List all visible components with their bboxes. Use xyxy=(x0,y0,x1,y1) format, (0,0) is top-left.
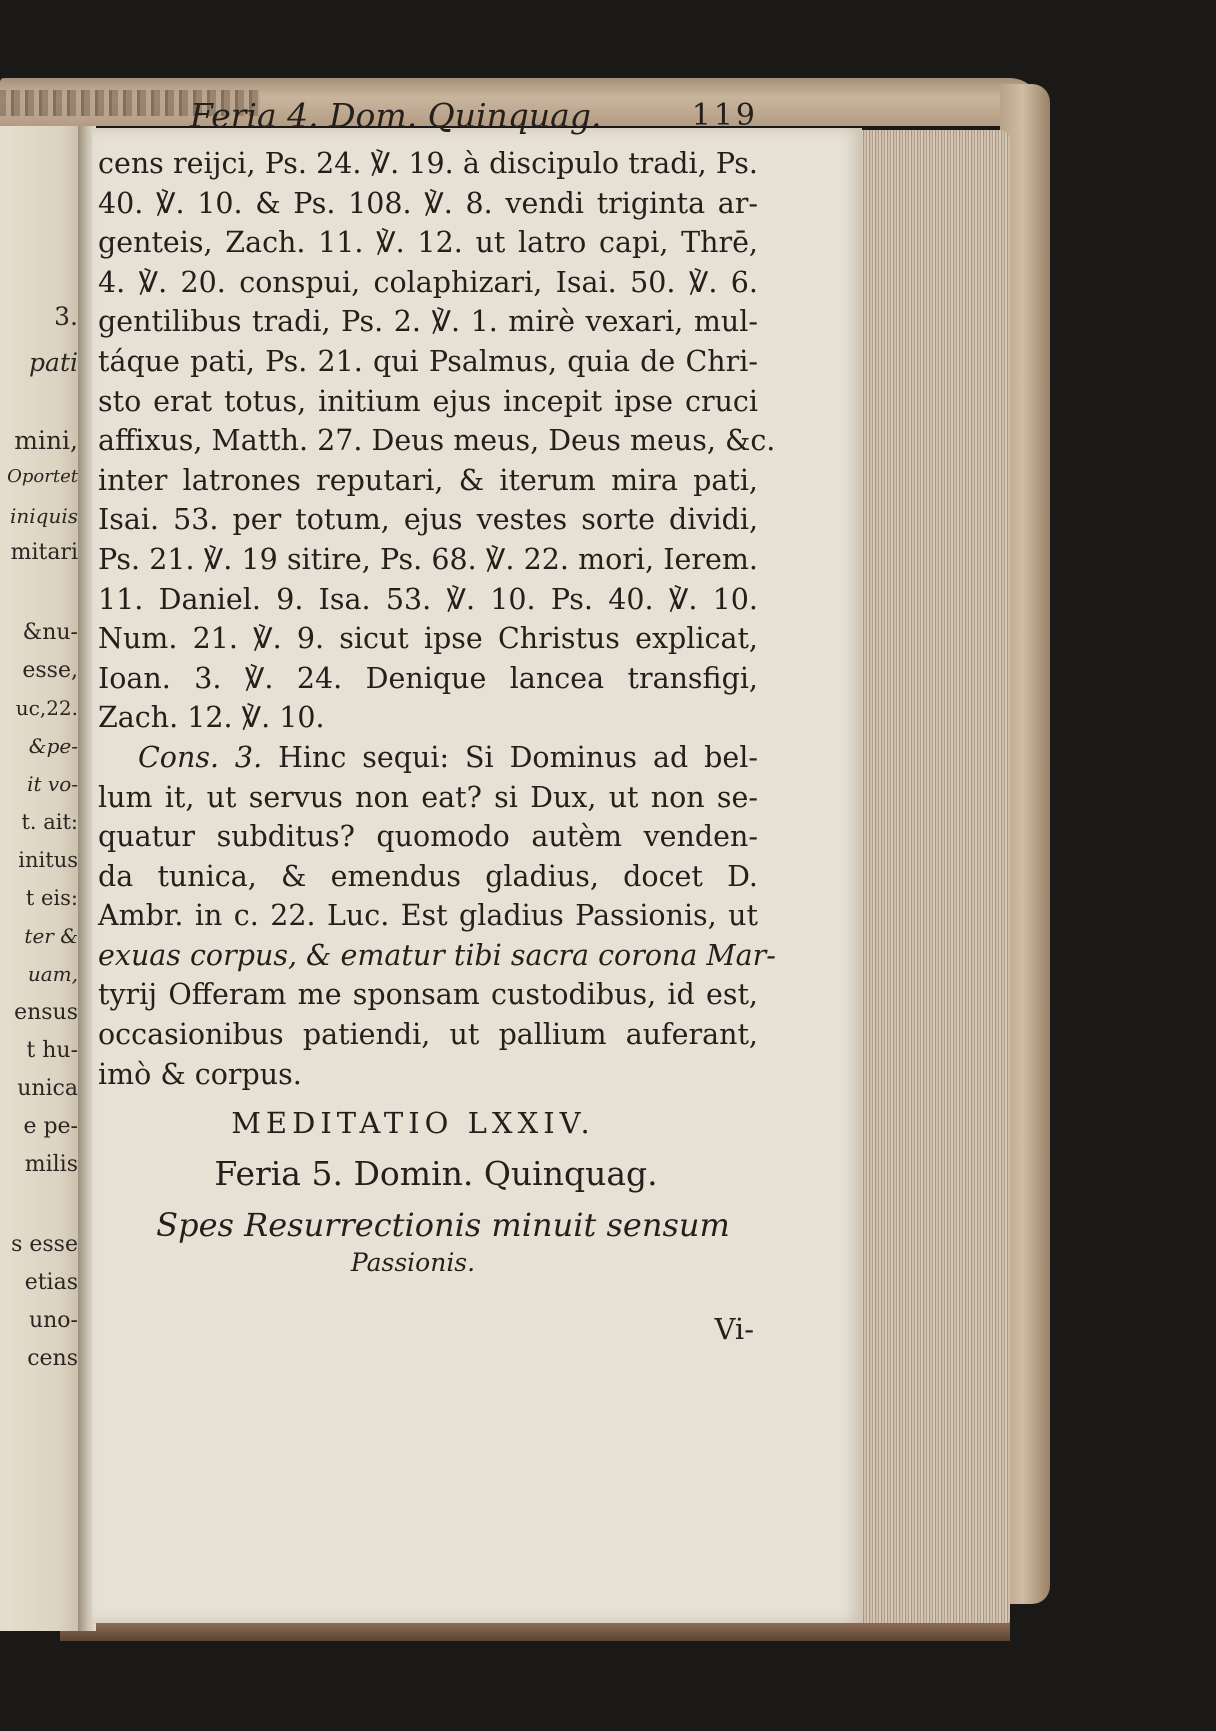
text-line: 40. ℣. 10. & Ps. 108. ℣. 8. vendi triginta ar- xyxy=(98,186,758,220)
text-line xyxy=(98,738,758,778)
left-fragment: mitari xyxy=(10,540,78,565)
left-fragment: t hu- xyxy=(26,1038,78,1063)
text-line: 4. ℣. 20. conspui, colaphizari, Isai. 50. ℣. 6. xyxy=(98,265,758,299)
left-fragment: e pe- xyxy=(23,1114,78,1139)
left-fragment: ter & xyxy=(24,924,78,948)
text-line: lum it, ut servus non eat? si Dux, ut non se- xyxy=(98,780,758,814)
left-fragment: iniquis xyxy=(9,504,78,528)
book-bottom-edge xyxy=(60,1623,1010,1641)
text-line: genteis, Zach. 11. ℣. 12. ut latro capi, Thrē, xyxy=(98,226,758,260)
running-header xyxy=(98,96,758,144)
left-fragment: &pe- xyxy=(28,734,78,758)
text-line: quatur subditus? quomodo autèm venden- xyxy=(98,820,758,854)
page-text xyxy=(98,96,776,1349)
left-fragment: etias xyxy=(24,1270,78,1295)
left-fragment: esse, xyxy=(22,658,78,683)
page-fore-edge xyxy=(858,130,1010,1630)
left-fragment: &nu- xyxy=(22,620,78,645)
text-line: da tunica, & emendus gladius, docet D. xyxy=(98,859,758,893)
left-fragment: mini, xyxy=(14,426,78,455)
text-line: imò & corpus. xyxy=(98,1057,302,1091)
text-line: Ambr. in c. 22. Luc. Est gladius Passionis, ut xyxy=(98,899,758,933)
left-fragment: 3. xyxy=(54,302,78,331)
left-fragment: milis xyxy=(24,1152,78,1177)
text-line: 11. Daniel. 9. Isa. 53. ℣. 10. Ps. 40. ℣. 10. xyxy=(98,582,758,616)
text-line: Num. 21. ℣. 9. sicut ipse Christus explicat, xyxy=(98,622,758,656)
text-line: sto erat totus, initium ejus incepit ipse cruci xyxy=(98,384,758,418)
text-line: occasionibus patiendi, ut pallium auferant, xyxy=(98,1018,758,1052)
left-fragment: uc,22. xyxy=(15,696,78,720)
text-line: tyrij Offeram me sponsam custodibus, id est, xyxy=(98,978,758,1012)
left-fragment: pati xyxy=(29,348,78,377)
left-fragment: s esse xyxy=(11,1232,78,1257)
text-line: cens reijci, Ps. 24. ℣. 19. à discipulo tradi, Ps. xyxy=(98,147,758,180)
text-line: affixus, Matth. 27. Deus meus, Deus meus, &c. xyxy=(98,424,776,458)
left-fragment: ensus xyxy=(14,1000,78,1025)
left-page xyxy=(0,126,84,1631)
text-line: táque pati, Ps. 21. qui Psalmus, quia de Chri- xyxy=(98,344,758,378)
text-line: gentilibus tradi, Ps. 2. ℣. 1. mirè vexari, mul- xyxy=(98,305,758,339)
conclusion-label: Cons. 3. xyxy=(138,740,263,774)
text-line: Ps. 21. ℣. 19 sitire, Ps. 68. ℣. 22. mori, Ierem. xyxy=(98,542,758,576)
page-number: 119 xyxy=(691,98,758,133)
left-fragment: uam, xyxy=(27,962,78,986)
left-fragment: t eis: xyxy=(25,886,78,910)
left-fragment: it vo- xyxy=(27,772,78,796)
left-fragment: uno- xyxy=(28,1308,78,1333)
text-line: Zach. 12. ℣. 10. xyxy=(98,701,325,735)
running-title: Feria 4. Dom. Quinquag. xyxy=(190,96,602,135)
meditatio-heading: MEDITATIO LXXIV. xyxy=(231,1106,595,1141)
left-fragment: Oportet xyxy=(7,466,78,487)
conclusion-first-line: Hinc sequi: Si Dominus ad bel- xyxy=(278,740,758,774)
conclusion-paragraph xyxy=(98,738,776,1094)
text-line: Isai. 53. per totum, ejus vestes sorte dividi, xyxy=(98,503,758,537)
text-line: exuas corpus, & ematur tibi sacra corona Mar- xyxy=(98,938,776,972)
left-fragment: initus xyxy=(18,848,78,872)
text-line: inter latrones reputari, & iterum mira pati, xyxy=(98,463,758,497)
left-fragment: unica xyxy=(17,1076,78,1101)
feria-heading: Feria 5. Domin. Quinquag. xyxy=(214,1153,658,1193)
subtitle-line-2: Passionis. xyxy=(350,1247,476,1277)
body-paragraph xyxy=(98,144,776,738)
text-line: Ioan. 3. ℣. 24. Denique lancea transfigi, xyxy=(98,661,758,695)
subtitle-line-1: Spes Resurrectionis minuit sensum xyxy=(156,1205,730,1244)
left-fragment: cens xyxy=(27,1346,78,1371)
left-fragment: t. ait: xyxy=(21,810,78,834)
catchword: Vi- xyxy=(714,1311,754,1346)
